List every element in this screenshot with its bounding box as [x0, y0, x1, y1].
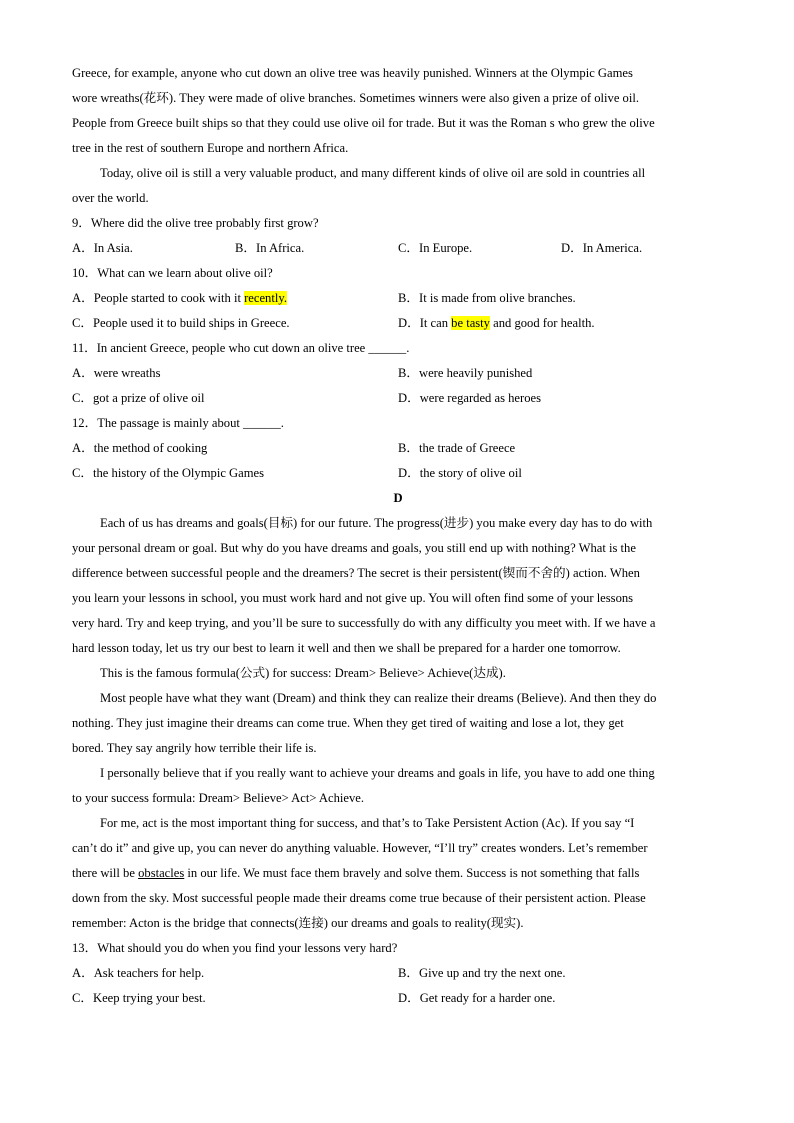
- options-row: [72, 961, 724, 986]
- paragraph-line: For me, act is the most important thing for success, and that’s to Take Persistent Action (Ac). If you say “I: [100, 816, 635, 830]
- paragraph-line: your personal dream or goal. But why do you have dreams and goals, you still end up with nothing? What is the: [72, 541, 636, 555]
- option-c: C．got a prize of olive oil: [72, 391, 205, 405]
- line-text: there will be: [72, 866, 139, 880]
- option-d: [398, 311, 724, 336]
- option-a: A．were wreaths: [72, 366, 161, 380]
- options-row: [72, 386, 724, 411]
- passage-c: [72, 61, 724, 211]
- option-d: D．In America.: [561, 241, 643, 255]
- question-11: [72, 336, 724, 411]
- options-row: [72, 286, 724, 311]
- options-row: [72, 311, 724, 336]
- question-stem: 10．What can we learn about olive oil?: [72, 266, 273, 280]
- question-13: [72, 936, 724, 1011]
- option-b: B．In Africa.: [235, 241, 305, 255]
- paragraph-line: People from Greece built ships so that they could use olive oil for trade. But it was the Roman s who grew the olive: [72, 116, 655, 130]
- paragraph-line: Most people have what they want (Dream) and think they can realize their dreams (Believe). And then they do: [100, 691, 657, 705]
- option-c: C．People used it to build ships in Greece.: [72, 316, 290, 330]
- option-text: and good for health.: [489, 316, 595, 330]
- paragraph-line: hard lesson today, let us try our best to learn it well and then we shall be prepared for a harder one tomorrow.: [72, 641, 621, 655]
- paragraph-line: nothing. They just imagine their dreams can come true. When they get tired of waiting and lose a lot, they get: [72, 716, 624, 730]
- question-12: [72, 411, 724, 486]
- option-text: A．People started to cook with it: [72, 291, 245, 305]
- paragraph-line: I personally believe that if you really want to achieve your dreams and goals in life, you have to add one thing: [100, 766, 655, 780]
- section-heading: D: [393, 491, 403, 505]
- option-b: B．were heavily punished: [398, 366, 533, 380]
- option-a: [72, 286, 398, 311]
- paragraph-line: tree in the rest of southern Europe and northern Africa.: [72, 141, 349, 155]
- paragraph-line: down from the sky. Most successful people made their dreams come true because of their persistent action. Please: [72, 891, 646, 905]
- option-text: D．It can: [398, 316, 452, 330]
- underlined-word: obstacles: [138, 866, 185, 880]
- paragraph-line: to your success formula: Dream> Believe> Act> Achieve.: [72, 791, 364, 805]
- paragraph-line: can’t do it” and give up, you can never do anything valuable. However, “I’ll try” creates wonders. Let’s remember: [72, 841, 648, 855]
- option-d: D．Get ready for a harder one.: [398, 991, 556, 1005]
- option-c: C．the history of the Olympic Games: [72, 466, 265, 480]
- option-a: A．In Asia.: [72, 241, 133, 255]
- option-a: A．Ask teachers for help.: [72, 966, 205, 980]
- paragraph-line: very hard. Try and keep trying, and you’ll be sure to successfully do with any difficulty you meet with. If we have a: [72, 616, 656, 630]
- option-b: B．It is made from olive branches.: [398, 291, 576, 305]
- document-page: [72, 61, 724, 1011]
- options-row: [72, 236, 724, 261]
- option-a: A．the method of cooking: [72, 441, 208, 455]
- paragraph-line: wore wreaths(花环). They were made of olive branches. Sometimes winners were also given a prize of olive oil.: [72, 91, 640, 105]
- option-d: D．were regarded as heroes: [398, 391, 542, 405]
- option-d: D．the story of olive oil: [398, 466, 522, 480]
- paragraph-line: over the world.: [72, 191, 149, 205]
- paragraph-line: Each of us has dreams and goals(目标) for our future. The progress(进步) you make every day has to do with: [100, 516, 653, 530]
- paragraph-line: [72, 861, 724, 886]
- line-text: in our life. We must face them bravely and solve them. Success is not something that falls: [184, 866, 640, 880]
- options-row: [72, 436, 724, 461]
- option-c: C．In Europe.: [398, 241, 473, 255]
- paragraph-line: difference between successful people and the dreamers? The secret is their persistent(锲而不舍的) action. When: [72, 566, 640, 580]
- question-stem: 12．The passage is mainly about ______.: [72, 416, 284, 430]
- question-stem: 9．Where did the olive tree probably first grow?: [72, 216, 319, 230]
- option-c: C．Keep trying your best.: [72, 991, 206, 1005]
- question-10: [72, 261, 724, 336]
- highlighted-text: recently.: [244, 291, 287, 305]
- passage-d: [72, 511, 724, 936]
- paragraph-line: Today, olive oil is still a very valuable product, and many different kinds of olive oil are sold in countries all: [100, 166, 646, 180]
- options-row: [72, 361, 724, 386]
- question-9: [72, 211, 724, 261]
- question-stem: 13．What should you do when you find your lessons very hard?: [72, 941, 398, 955]
- option-b: B．Give up and try the next one.: [398, 966, 566, 980]
- option-b: B．the trade of Greece: [398, 441, 516, 455]
- options-row: [72, 461, 724, 486]
- question-stem: 11．In ancient Greece, people who cut down an olive tree ______.: [72, 341, 410, 355]
- options-row: [72, 986, 724, 1011]
- highlighted-text: be tasty: [451, 316, 490, 330]
- paragraph-line: remember: Acton is the bridge that connects(连接) our dreams and goals to reality(现实).: [72, 916, 524, 930]
- paragraph-line: Greece, for example, anyone who cut down an olive tree was heavily punished. Winners at the Olympic Games: [72, 66, 633, 80]
- paragraph-line: bored. They say angrily how terrible their life is.: [72, 741, 317, 755]
- paragraph-line: you learn your lessons in school, you must work hard and not give up. You will often find some of your lessons: [72, 591, 634, 605]
- paragraph-line: This is the famous formula(公式) for success: Dream> Believe> Achieve(达成).: [100, 666, 506, 680]
